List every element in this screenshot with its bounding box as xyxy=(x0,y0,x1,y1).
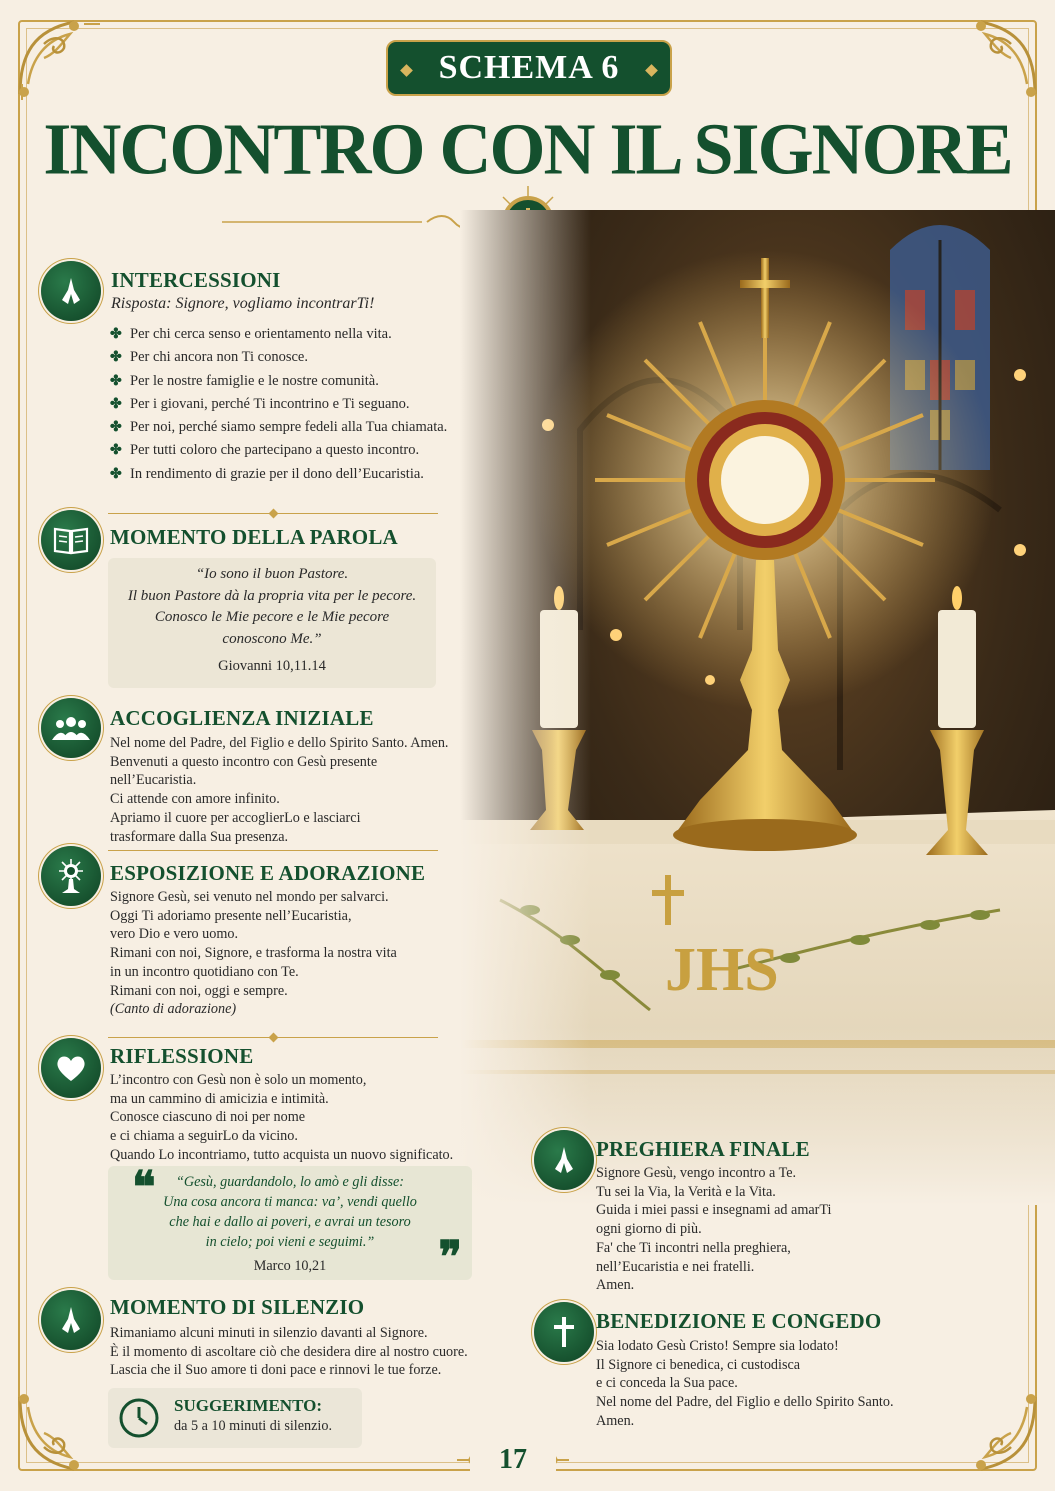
quote-line: che hai e dallo ai poveri, e avrai un tesoro xyxy=(169,1214,411,1230)
list-item: ✤ Per chi ancora non Ti conosce. xyxy=(110,346,447,369)
diamond-icon xyxy=(645,64,658,77)
cross-bullet-icon: ✤ xyxy=(110,327,122,342)
esposizione-text: Signore Gesù, sei venuto nel mondo per salvarci. Oggi Ti adoriamo presente nell’Eucaristia, vero Dio e vero uomo. Rimani con noi, Signore, e trasforma la nostra vita in un incontro quotidiano con Te. Rimani con noi, oggi e sempre. (Canto di adorazione) xyxy=(110,889,397,1018)
cross-icon xyxy=(534,1302,594,1362)
corner-ornament-icon xyxy=(951,1387,1041,1477)
close-quote-icon: ❞ xyxy=(438,1233,462,1282)
corner-ornament-icon xyxy=(951,14,1041,104)
schema-label: SCHEMA 6 xyxy=(438,49,620,86)
silenzio-text: Rimaniamo alcuni minuti in silenzio davanti al Signore. È il momento di ascoltare ciò che desidera dire al nostro cuore. Lascia che il Suo amore ti doni pace e rinnovi le tue forze. xyxy=(110,1325,468,1379)
list-item: ✤ Per chi cerca senso e orientamento nella vita. xyxy=(110,323,447,346)
section-title-esposizione: ESPOSIZIONE E ADORAZIONE xyxy=(110,861,426,885)
quote-line: in cielo; poi vieni e seguimi.” xyxy=(205,1234,375,1250)
tip-title: SUGGERIMENTO: xyxy=(174,1396,322,1415)
monstrance-altar-illustration xyxy=(460,210,1055,1205)
cross-bullet-icon: ✤ xyxy=(110,396,122,412)
section-title-accoglienza: ACCOGLIENZA INIZIALE xyxy=(110,706,374,730)
scripture-reference: Giovanni 10,11.14 xyxy=(218,658,326,674)
scripture-quote-box xyxy=(108,1163,472,1282)
preghiera-text: Signore Gesù, vengo incontro a Te. Tu sei la Via, la Verità e la Vita. Guida i miei passi e insegnami ad amarTi ogni giorno di più. Fa' che Ti incontri nella preghiera, nell’Eucaristia e nei fratelli. Amen. xyxy=(596,1165,832,1294)
open-quote-icon: ❝ xyxy=(132,1163,156,1212)
cross-bullet-icon: ✤ xyxy=(110,350,122,366)
intercession-list xyxy=(110,323,447,486)
list-item: ✤ In rendimento di grazie per il dono dell’Eucaristia. xyxy=(110,463,447,486)
page-number: 17 xyxy=(470,1440,556,1480)
clock-icon xyxy=(118,1397,160,1439)
quote-line: conoscono Me.” xyxy=(222,630,322,647)
section-title-intercessioni: INTERCESSIONI xyxy=(111,268,281,292)
diamond-icon xyxy=(400,64,413,77)
corner-ornament-icon xyxy=(14,14,104,104)
cross-bullet-icon: ✤ xyxy=(110,420,122,436)
benedizione-text: Sia lodato Gesù Cristo! Sempre sia lodato! Il Signore ci benedica, ci custodisca e ci conceda la Sua pace. Nel nome del Padre, del Figlio e dello Spirito Santo. Amen. xyxy=(596,1338,894,1429)
list-item: ✤ Per noi, perché siamo sempre fedeli alla Tua chiamata. xyxy=(110,416,447,439)
section-title-riflessione: RIFLESSIONE xyxy=(110,1044,254,1068)
page-title: INCONTRO CON IL SIGNORE xyxy=(43,108,1012,190)
accoglienza-text: Nel nome del Padre, del Figlio e dello Spirito Santo. Amen. Benvenuti a questo incontro con Gesù presente nell’Eucaristia. Ci attende con amore infinito. Apriamo il cuore per accoglierLo e lasciarci trasformare dalla Sua presenza. xyxy=(110,735,449,845)
monstrance-icon xyxy=(41,846,101,906)
open-book-icon xyxy=(41,510,101,570)
quote-line: Il buon Pastore dà la propria vita per le pecore. xyxy=(127,587,417,604)
response-text: Risposta: Signore, vogliamo incontrarTi! xyxy=(111,295,375,312)
section-title-benedizione: BENEDIZIONE E CONGEDO xyxy=(596,1309,882,1333)
quote-line: Una cosa ancora ti manca: va’, vendi quello xyxy=(163,1194,417,1210)
section-divider xyxy=(108,513,438,514)
quote-line: “Io sono il buon Pastore. xyxy=(195,566,349,582)
cross-bullet-icon: ✤ xyxy=(110,466,122,482)
section-title-preghiera: PREGHIERA FINALE xyxy=(596,1137,810,1161)
heart-icon xyxy=(41,1038,101,1098)
quote-line: Conosco le Mie pecore e le Mie pecore xyxy=(154,609,390,625)
riflessione-text: L’incontro con Gesù non è solo un momento, ma un cammino di amicizia e intimità. Conosce ciascuno di noi per nome e ci chiama a seguirLo da vicino. Quando Lo incontriamo, tutto acquista un nuovo significato. xyxy=(110,1072,454,1163)
section-title-parola: MOMENTO DELLA PAROLA xyxy=(110,525,398,549)
section-divider xyxy=(108,1037,438,1038)
praying-hands-icon xyxy=(41,1290,101,1350)
list-item: ✤ Per i giovani, perché Ti incontrino e Ti seguano. xyxy=(110,393,447,416)
list-item: ✤ Per le nostre famiglie e le nostre comunità. xyxy=(110,370,447,393)
list-item: ✤ Per tutti coloro che partecipano a questo incontro. xyxy=(110,439,447,462)
section-title-silenzio: MOMENTO DI SILENZIO xyxy=(110,1295,365,1319)
scripture-reference: Marco 10,21 xyxy=(253,1258,327,1274)
tip-box xyxy=(108,1388,362,1448)
praying-hands-icon xyxy=(41,261,101,321)
cross-bullet-icon: ✤ xyxy=(110,443,122,459)
schema-badge xyxy=(386,40,672,96)
praying-hands-icon xyxy=(534,1130,594,1190)
people-icon xyxy=(41,698,101,758)
canto-note: (Canto di adorazione) xyxy=(110,1001,237,1018)
corner-ornament-icon xyxy=(14,1387,104,1477)
tip-text: da 5 a 10 minuti di silenzio. xyxy=(174,1418,333,1434)
scripture-quote-box xyxy=(108,558,436,688)
section-divider xyxy=(108,850,438,851)
cross-bullet-icon: ✤ xyxy=(110,373,122,389)
quote-line: “Gesù, guardandolo, lo amò e gli disse: xyxy=(175,1174,405,1190)
